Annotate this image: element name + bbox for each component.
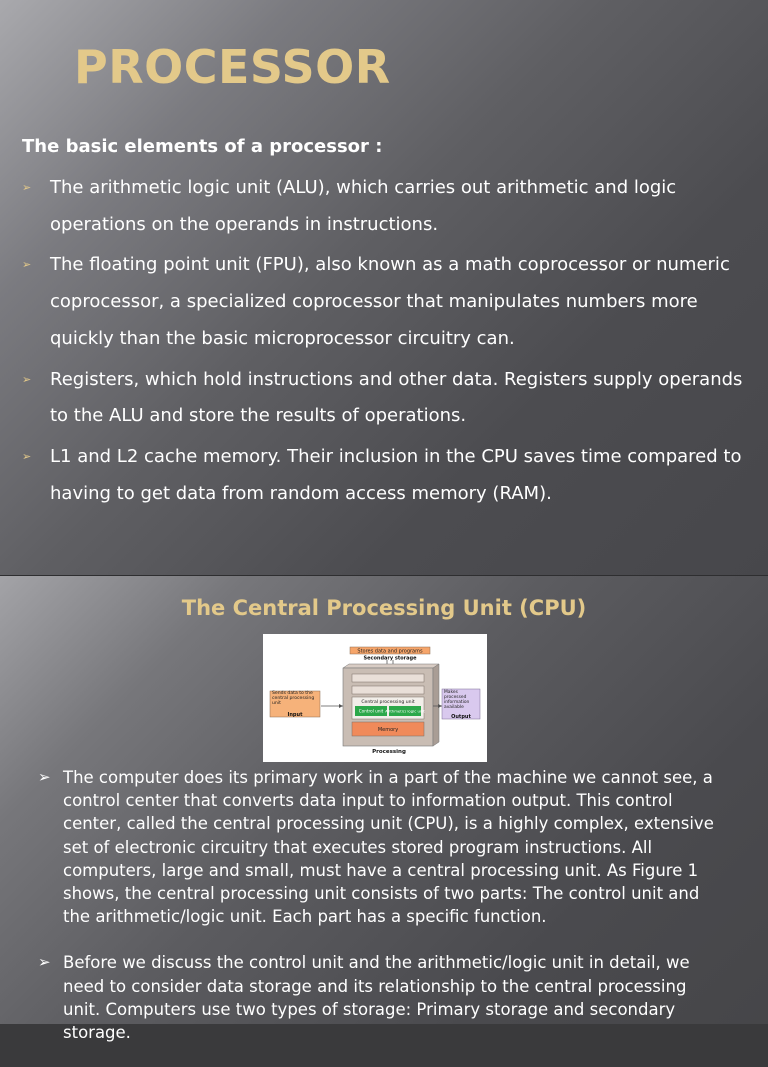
bullet-list <box>38 766 728 1067</box>
intro-heading: The basic elements of a processor : <box>22 136 383 157</box>
bullet-text: The floating point unit (FPU), also known as a math coprocessor or numeric coprocessor, a specialized coprocessor that manipulates numbers more quickly than the basic microprocessor circuitry can. <box>50 254 730 349</box>
output-label: Output <box>451 714 471 720</box>
bullet-text: The arithmetic logic unit (ALU), which carries out arithmetic and logic operations on the operands in instructions. <box>50 177 677 235</box>
list-item <box>22 362 752 435</box>
cpu-label: Central processing unit <box>361 700 415 705</box>
arrow-bullet-icon: ➢ <box>22 181 32 194</box>
list-item <box>22 170 752 243</box>
list-item <box>38 766 728 928</box>
list-item <box>38 951 728 1044</box>
arrow-bullet-icon: ➢ <box>38 768 51 786</box>
output-box-text: Makes processed information available <box>444 690 470 710</box>
storage-box-text: Stores data and programs <box>357 648 423 655</box>
secondary-storage-label: Secondary storage <box>363 655 417 662</box>
bullet-list <box>22 170 752 516</box>
list-item <box>22 439 752 512</box>
bullet-text: L1 and L2 cache memory. Their inclusion in the CPU saves time compared to having to get data from random access memory (RAM). <box>50 445 742 504</box>
list-item <box>22 247 752 357</box>
processing-label: Processing <box>372 749 406 755</box>
alu-label: Arithmetic/ logic unit <box>385 708 425 714</box>
slide-title: PROCESSOR <box>74 40 391 94</box>
input-label: Input <box>287 712 303 718</box>
slide-cpu <box>0 576 768 1043</box>
memory-label: Memory <box>377 727 399 733</box>
slide-title: The Central Processing Unit (CPU) <box>181 596 587 620</box>
arrow-bullet-icon: ➢ <box>22 372 32 386</box>
arrow-bullet-icon: ➢ <box>22 449 32 463</box>
bullet-text: The computer does its primary work in a part of the machine we cannot see, a control center that converts data input to information output. This control center, called the central processing unit (CPU), is a highly complex, extensive set of electronic circuitry that executes stored program instructions. All computers, large and small, must have a central processing unit. As Figure 1 shows, the central processing unit consists of two parts: The control unit and the arithmetic/logic unit. Each part has a specific function. <box>63 768 714 927</box>
arrow-bullet-icon: ➢ <box>22 258 32 272</box>
bullet-text: Before we discuss the control unit and the arithmetic/logic unit in detail, we need to consider data storage and its relationship to the central processing unit. Computers use two types of storage: Primary storage and secondary storage. <box>63 953 690 1043</box>
arrow-bullet-icon: ➢ <box>38 953 51 972</box>
cpu-diagram-figure <box>263 634 487 762</box>
bullet-text: Registers, which hold instructions and other data. Registers supply operands to the ALU and store the results of operations. <box>50 368 743 427</box>
input-box-text: Sends data to the central processing unit <box>272 691 315 707</box>
cpu-diagram <box>263 634 487 762</box>
control-unit-label: Control unit <box>358 708 384 714</box>
